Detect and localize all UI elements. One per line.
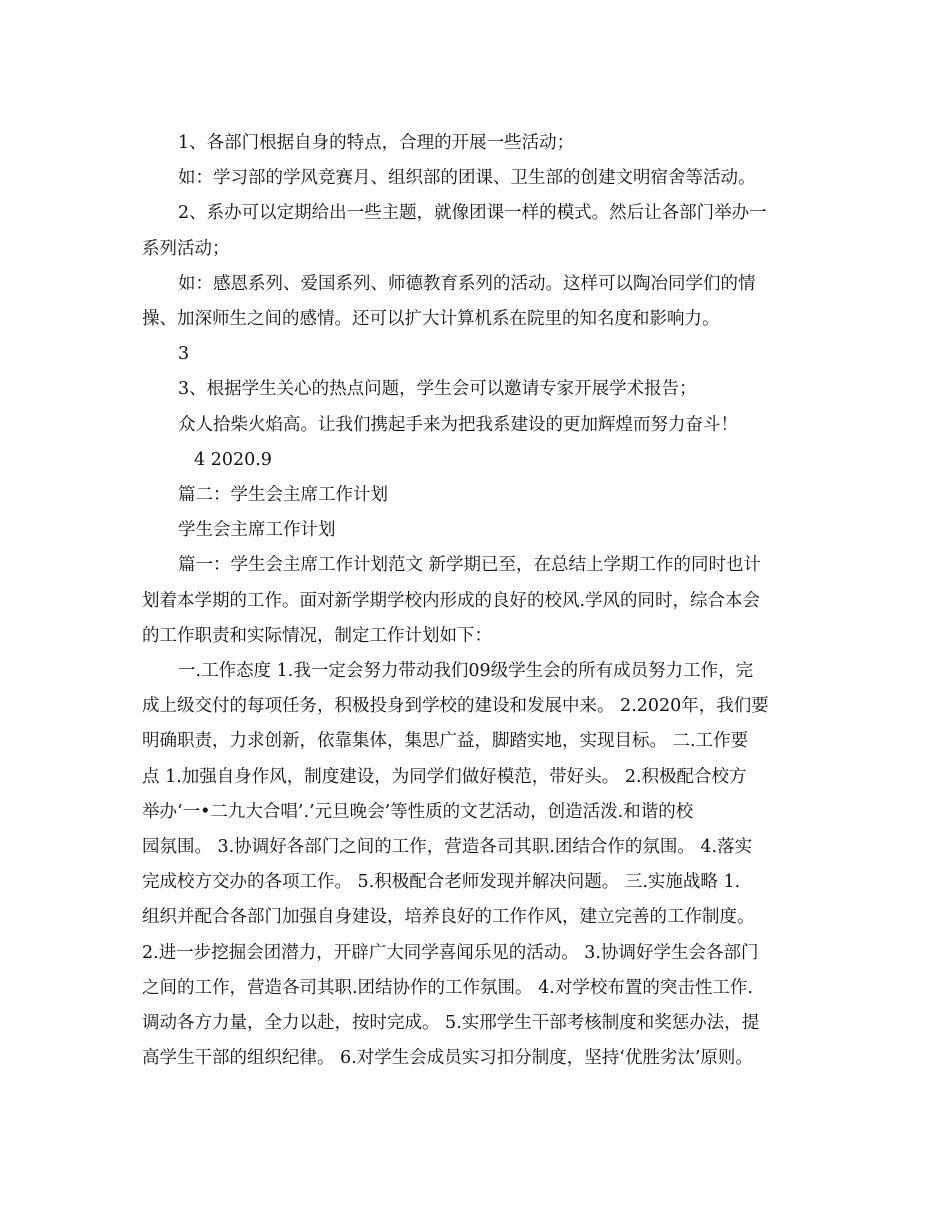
paragraph-line: 篇一：学生会主席工作计划范文 新学期已至，在总结上学期工作的同时也计: [178, 555, 762, 576]
paragraph-line: 一.工作态度 1.我一定会努力带动我们09级学生会的所有成员努力工作，完: [178, 661, 754, 682]
paragraph-line: 之间的工作，营造各司其职.团结协作的工作氛围。 4.对学校布置的突击性工作.: [142, 977, 753, 998]
paragraph-line: 3: [178, 344, 190, 365]
paragraph-line: 如：感恩系列、爱国系列、师德教育系列的活动。这样可以陶冶同学们的情: [178, 273, 756, 294]
paragraph-line: 明确职责，力求创新，依靠集体，集思广益，脚踏实地，实现目标。 二.工作要: [142, 731, 749, 752]
paragraph-line: 调动各方力量，全力以赴，按时完成。 5.实邢学生干部考核制度和奖惩办法，提: [142, 1013, 760, 1034]
paragraph-line: 如：学习部的学风竞赛月、组织部的团课、卫生部的创建文明宿舍等活动。: [178, 168, 756, 189]
section-title: 学生会主席工作计划: [178, 520, 336, 541]
paragraph-line: 系列活动；: [142, 238, 230, 259]
paragraph-line: 点 1.加强自身作风，制度建设，为同学们做好模范，带好头。 2.积极配合校方: [142, 766, 747, 787]
paragraph-line: 举办‘一•二九大合唱’.’元旦晚会’等性质的文艺活动，创造活泼.和谐的校: [142, 801, 694, 822]
paragraph-line: 众人拾柴火焰高。让我们携起手来为把我系建设的更加辉煌而努力奋斗！: [178, 414, 738, 435]
paragraph-line: 4 2020.9: [194, 449, 272, 470]
paragraph-line: 操、加深师生之间的感情。还可以扩大计算机系在院里的知名度和影响力。: [142, 309, 720, 330]
paragraph-line: 组织并配合各部门加强自身建设，培养良好的工作作风，建立完善的工作制度。: [142, 907, 755, 928]
paragraph-line: 的工作职责和实际情况，制定工作计划如下：: [142, 625, 492, 646]
paragraph-line: 1、各部门根据自身的特点，合理的开展一些活动；: [178, 133, 575, 153]
paragraph-line: 2、系办可以定期给出一些主题，就像团课一样的模式。然后让各部门举办一: [178, 203, 767, 224]
paragraph-line: 2.进一步挖掘会团潜力，开辟广大同学喜闻乐见的活动。 3.协调好学生会各部门: [142, 942, 759, 963]
paragraph-line: 园氛围。 3.协调好各部门之间的工作，营造各司其职.团结合作的氛围。 4.落实: [142, 837, 753, 858]
paragraph-line: 划着本学期的工作。面对新学期学校内形成的良好的校风.学风的同时，综合本会: [142, 590, 761, 611]
section-heading: 篇二：学生会主席工作计划: [178, 485, 388, 506]
paragraph-line: 完成校方交办的各项工作。 5.积极配合老师发现并解决问题。 三.实施战略 1.: [142, 872, 741, 893]
paragraph-line: 高学生干部的组织纪律。 6.对学生会成员实习扣分制度，坚持‘优胜劣汰’原则。: [142, 1048, 753, 1069]
paragraph-line: 成上级交付的每项任务，积极投身到学校的建设和发展中来。 2.2020年，我们要: [142, 696, 769, 717]
document-body: [142, 126, 814, 1076]
paragraph-line: 3、根据学生关心的热点问题，学生会可以邀请专家开展学术报告；: [178, 379, 697, 400]
